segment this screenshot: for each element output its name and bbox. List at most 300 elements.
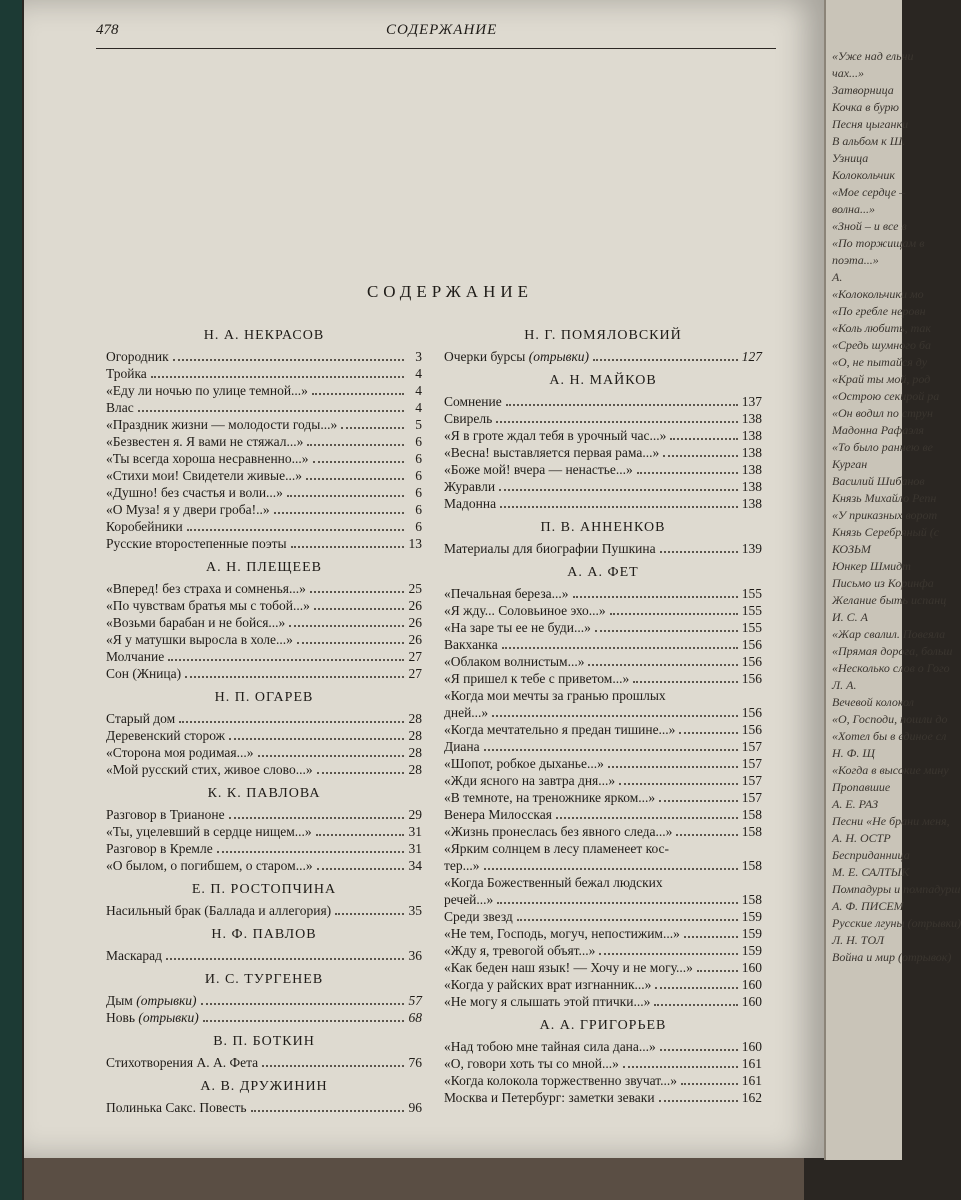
facing-page-line: «Жар свалил. Повеяла [832,627,946,641]
dot-leader [659,800,738,802]
page-ref: 155 [741,603,762,618]
facing-page-top [826,0,902,48]
entry-title: Дым [106,993,133,1008]
page-ref: 6 [415,519,422,534]
entry-title: «Душно! без счастья и воли...» [106,485,283,500]
dot-leader [335,913,404,915]
page-ref: 137 [741,394,762,409]
toc-entry[interactable] [106,416,422,433]
toc-entry[interactable] [106,501,422,518]
page-ref: 139 [741,541,762,556]
dot-leader [599,953,737,955]
dot-leader [313,461,404,463]
entry-title: «Облаком волнистым...» [444,654,585,669]
entry-title: «Жду я, тревогой объят...» [444,943,596,958]
dot-leader [556,817,738,819]
entry-title: «Печальная береза...» [444,586,569,601]
dot-leader [502,647,738,649]
toc-right-column [444,326,762,1106]
entry-title: Насильный брак (Баллада и аллегория) [106,903,332,918]
toc-entry[interactable] [106,535,422,552]
toc-entry[interactable] [444,348,762,365]
facing-page-line: «О, не пытайся ду [832,355,928,369]
page-bottom-shadow [24,1158,804,1200]
facing-page-line: Л. А. [832,678,857,692]
toc-entry[interactable] [106,382,422,399]
dot-leader [595,630,738,632]
facing-page-line: Князь Михайло Репн [832,491,937,505]
dot-leader [619,783,738,785]
page-ref: 157 [741,739,762,754]
page-ref: 158 [741,892,762,907]
entry-title: Стихотворения А. А. Фета [106,1055,259,1070]
entry-title: «О Муза! я у двери гроба!..» [106,502,270,517]
dot-leader [660,1049,738,1051]
entry-title: «Я пришел к тебе с приветом...» [444,671,630,686]
toc-entry[interactable] [106,484,422,501]
toc-entry[interactable] [444,495,762,512]
dot-leader [185,676,404,678]
page-ref: 6 [415,451,422,466]
entry-title: «Мой русский стих, живое слово...» [106,762,313,777]
facing-page-line: А. Н. ОСТР [832,831,891,845]
dot-leader [314,608,404,610]
dot-leader [500,506,738,508]
entry-title: Полинька Сакс. Повесть [106,1100,247,1115]
page-ref: 57 [408,993,422,1008]
facing-page-line: А. Е. РАЗ [832,797,879,811]
facing-page-line: Помпадуры и помпадурш [832,882,961,896]
dot-leader [593,359,738,361]
entry-title: «В темноте, на треножнике ярком...» [444,790,656,805]
toc-entry[interactable] [106,727,422,744]
page-ref: 158 [741,807,762,822]
toc-left-column [106,326,422,1116]
page-ref: 162 [741,1090,762,1105]
toc-entry[interactable] [444,461,762,478]
entry-title-continued: тер...» [444,858,480,873]
facing-page-line: Кочка в бурю [832,100,899,114]
author-heading: Н. Ф. ПАВЛОВ [211,927,317,942]
entry-title: Огородник [106,349,169,364]
entry-title: Деревенский сторож [106,728,225,743]
dot-leader [679,732,737,734]
page-number: 478 [96,22,119,38]
toc-entry[interactable] [106,840,422,857]
facing-page-line: Узница [832,151,869,165]
page-ref: 4 [415,400,422,415]
author-heading: И. С. ТУРГЕНЕВ [204,972,324,987]
dot-leader [187,529,404,531]
page-ref: 138 [741,411,762,426]
toc-entry[interactable] [444,942,762,959]
toc-entry[interactable] [444,721,762,738]
facing-page-line: А. Ф. ПИСЕМ [832,899,904,913]
author-heading: Е. П. РОСТОПЧИНА [191,882,337,897]
facing-page-line: Вечевой колокол [832,695,914,709]
toc-entry[interactable] [444,619,762,636]
facing-page-line: КОЗЬМ [832,542,871,556]
page-ref: 138 [741,496,762,511]
toc-entry[interactable] [444,823,762,840]
page-ref: 156 [741,722,762,737]
facing-page-line: «Он водил по струн [832,406,933,420]
toc-entry[interactable] [106,857,422,874]
entry-title: «По чувствам братья мы с тобой...» [106,598,310,613]
entry-title: Маскарад [106,948,162,963]
toc-entry[interactable] [444,636,762,653]
facing-page-line: Василий Шибанов [832,474,925,488]
dot-leader [179,721,404,723]
dot-leader [588,664,737,666]
page-ref: 36 [408,948,422,963]
toc-entry[interactable] [106,947,422,964]
dot-leader [670,438,737,440]
facing-page-line: Песня цыганки [832,117,909,131]
dot-leader [484,868,738,870]
page-ref: 158 [741,858,762,873]
entry-title: Тройка [106,366,147,381]
page-ref: 4 [415,366,422,381]
entry-title: «Я у матушки выросла в холе...» [106,632,293,647]
dot-leader [307,444,404,446]
entry-title-continued: дней...» [444,705,489,720]
page-ref: 6 [415,434,422,449]
entry-line-2 [444,704,762,721]
page-ref: 159 [741,909,762,924]
dot-leader [317,868,404,870]
page-ref: 27 [408,649,422,664]
toc-entry[interactable] [106,1099,422,1116]
toc-entry[interactable] [444,1055,762,1072]
entry-title: «Шопот, робкое дыханье...» [444,756,604,771]
entry-title: Мадонна [444,496,497,511]
toc-entry[interactable] [106,614,422,631]
toc-entry[interactable] [106,580,422,597]
facing-page-line: «Средь шумного ба [832,338,931,352]
dot-leader [229,738,404,740]
dot-leader [684,936,738,938]
dot-leader [291,546,404,548]
page-ref: 5 [415,417,422,432]
page-ref: 160 [741,960,762,975]
entry-title: Разговор в Кремле [106,841,213,856]
entry-title: Журавли [444,479,496,494]
dot-leader [573,596,738,598]
toc-entry[interactable] [444,670,762,687]
entry-line-2 [444,891,762,908]
dot-leader [341,427,404,429]
entry-title: «Не тем, Господь, могуч, непостижим...» [444,926,680,941]
page-ref: 157 [741,756,762,771]
page-ref: 25 [408,581,422,596]
toc-entry[interactable] [444,806,762,823]
entry-title: «Как беден наш язык! — Хочу и не могу...» [444,960,693,975]
page-ref: 6 [415,502,422,517]
dot-leader [287,495,404,497]
toc-entry[interactable] [444,602,762,619]
toc-entry[interactable] [106,450,422,467]
facing-page-line: «Коль любить, так [832,321,932,335]
page-ref: 6 [415,485,422,500]
entry-title: «О, говори хоть ты со мной...» [444,1056,619,1071]
page-ref: 157 [741,790,762,805]
dot-leader [217,851,404,853]
page-ref: 96 [408,1100,422,1115]
entry-title: «Над тобою мне тайная сила дана...» [444,1039,656,1054]
author-heading: А. А. ФЕТ [567,565,639,580]
page-ref: 31 [408,824,422,839]
facing-page-line: «У приказных ворот [832,508,938,522]
facing-page-line: поэта...» [832,253,879,267]
dot-leader [316,834,404,836]
page-ref: 29 [408,807,422,822]
page-ref: 155 [741,586,762,601]
entry-note: (отрывки) [525,349,590,364]
page-ref: 3 [415,349,422,364]
page-ref: 156 [741,671,762,686]
page-ref: 28 [408,711,422,726]
toc-entry[interactable] [106,1009,422,1026]
toc-entry[interactable] [444,772,762,789]
dot-leader [229,817,404,819]
toc-entry[interactable] [106,467,422,484]
facing-page-line: Курган [832,457,868,471]
toc-entry[interactable] [444,540,762,557]
entry-title: Диана [444,739,480,754]
entry-title: «На заре ты ее не буди...» [444,620,591,635]
page-title: СОДЕРЖАНИЕ [366,282,534,301]
page-ref: 160 [741,977,762,992]
toc-entry[interactable] [444,410,762,427]
dot-leader [173,359,404,361]
page-ref: 26 [408,615,422,630]
facing-page-line: «По гребле неровн [832,304,926,318]
author-heading: К. К. ПАВЛОВА [207,786,321,801]
dot-leader [517,919,738,921]
entry-title: Влас [106,400,134,415]
page-ref: 155 [741,620,762,635]
toc-entry[interactable] [444,789,762,806]
page-ref: 138 [741,479,762,494]
entry-title: «Боже мой! вчера — ненастье...» [444,462,633,477]
dot-leader [506,404,738,406]
toc-entry[interactable] [444,393,762,410]
toc-entry[interactable] [444,976,762,993]
page-ref: 138 [741,428,762,443]
facing-page-line: волна...» [832,202,875,216]
book-cover-edge [0,0,22,1200]
page-ref: 31 [408,841,422,856]
dot-leader [203,1020,404,1022]
toc-entry[interactable] [106,399,422,416]
entry-title: «Ты всегда хороша несравненно...» [106,451,309,466]
toc-entry[interactable] [444,444,762,461]
dot-leader [262,1065,404,1067]
facing-page-line: А. [832,270,843,284]
facing-page-line: Князь Серебряный (с [832,525,940,539]
toc-entry[interactable] [106,710,422,727]
facing-page-line: «По торжищам в [832,236,925,250]
dot-leader [496,421,738,423]
toc-entry[interactable] [444,585,762,602]
dot-leader [637,472,738,474]
page-ref: 160 [741,1039,762,1054]
entry-title: «Вперед! без страха и сомненья...» [106,581,306,596]
page-ref: 159 [741,926,762,941]
facing-page-line: Бесприданница [832,848,910,862]
dot-leader [484,749,738,751]
page-ref: 4 [415,383,422,398]
entry-title: «Когда мои мечты за гранью прошлых [444,688,666,703]
facing-page-line: «Мое сердце – [832,185,906,199]
entry-title: «Не могу я слышать этой птички...» [444,994,651,1009]
dot-leader [660,551,738,553]
toc-entry[interactable] [444,427,762,444]
dot-leader [274,512,404,514]
entry-title: «Когда у райских врат изгнанник...» [444,977,652,992]
author-heading: А. Н. ПЛЕЩЕЕВ [206,560,322,575]
toc-entry[interactable] [106,665,422,682]
page-ref: 160 [741,994,762,1009]
entry-title: «Я жду... Соловьиное эхо...» [444,603,606,618]
toc-entry[interactable] [444,687,762,721]
page-ref: 156 [741,637,762,652]
page-ref: 76 [408,1055,422,1070]
facing-page-line: Письмо из Коринфа [832,576,934,590]
entry-title: «Когда Божественный бежал людских [444,875,663,890]
entry-title: «Когда мечтательно я предан тишине...» [444,722,676,737]
entry-title: Материалы для биографии Пушкина [444,541,656,556]
dot-leader [697,970,738,972]
entry-title: «Еду ли ночью по улице темной...» [106,383,308,398]
facing-page-line: Колокольчик [832,168,896,182]
page-ref: 26 [408,632,422,647]
toc-entry[interactable] [106,992,422,1009]
entry-title: «Безвестен я. Я вами не стяжал...» [106,434,304,449]
facing-page-line: Мадонна Рафаэля [832,423,924,437]
dot-leader [289,625,404,627]
facing-page-line: М. Е. САЛТЫК [832,865,910,879]
toc-entry[interactable] [106,433,422,450]
entry-title-continued: речей...» [444,892,494,907]
toc-entry[interactable] [444,1089,762,1106]
dot-leader [168,659,404,661]
toc-entry[interactable] [106,902,422,919]
entry-title: Среди звезд [444,909,513,924]
page-ref: 6 [415,468,422,483]
page-ref: 159 [741,943,762,958]
facing-page-line: «Хотел бы в единое сл [832,729,947,743]
dot-leader [497,902,737,904]
toc-entry[interactable] [444,874,762,908]
author-heading: А. В. ДРУЖИНИН [200,1079,328,1094]
facing-page-line: «То было раннею ве [832,440,934,454]
toc-entry[interactable] [444,959,762,976]
entry-title: Русские второстепенные поэты [106,536,287,551]
facing-page-line: Юнкер Шмидт [832,559,911,573]
entry-title: Молчание [106,649,165,664]
page-ref: 156 [741,705,762,720]
toc-entry[interactable] [106,744,422,761]
facing-page-line: И. С. А [832,610,868,624]
facing-page-line: «Уже над ельни [832,49,914,63]
toc-entry[interactable] [106,648,422,665]
page-ref: 34 [408,858,422,873]
facing-page-line: «Острою секирой ра [832,389,940,403]
page-ref: 138 [741,462,762,477]
dot-leader [306,478,404,480]
toc-entry[interactable] [106,761,422,778]
running-title: СОДЕРЖАНИЕ [386,22,498,38]
author-heading: Н. Г. ПОМЯЛОВСКИЙ [524,328,682,343]
toc-entry[interactable] [444,478,762,495]
entry-title: Свирель [444,411,493,426]
page-ref: 161 [741,1073,762,1088]
author-heading: Н. А. НЕКРАСОВ [203,328,325,343]
entry-title: Коробейники [106,519,183,534]
entry-title: «Жди ясного на завтра дня...» [444,773,616,788]
entry-title: «Я в гроте ждал тебя в урочный час...» [444,428,667,443]
toc-entry[interactable] [444,1072,762,1089]
page-ref: 13 [408,536,422,551]
facing-page-line: «Прямая дорога, больш [832,644,953,658]
toc-entry[interactable] [106,1054,422,1071]
entry-title: «Праздник жизни — молодости годы...» [106,417,338,432]
entry-title: «Ярким солнцем в лесу пламенеет кос- [444,841,670,856]
entry-title: Венера Милосская [444,807,552,822]
toc-entry[interactable] [444,653,762,670]
dot-leader [623,1066,738,1068]
entry-title: Старый дом [106,711,176,726]
author-heading: Н. П. ОГАРЕВ [214,690,314,705]
entry-title: «Стихи мои! Свидетели живые...» [106,468,302,483]
toc-entry[interactable] [106,806,422,823]
toc-entry[interactable] [106,823,422,840]
toc-entry[interactable] [444,908,762,925]
entry-note: (отрывки) [132,993,197,1008]
facing-page-line: Л. Н. ТОЛ [832,933,884,947]
dot-leader [166,958,404,960]
toc-entry[interactable] [444,993,762,1010]
entry-title: «Сторона моя родимая...» [106,745,254,760]
dot-leader [151,376,404,378]
facing-page-line: Пропавшие [832,780,891,794]
page-ref: 28 [408,745,422,760]
page-ref: 28 [408,762,422,777]
author-heading: А. Н. МАЙКОВ [549,373,657,388]
toc-entry[interactable] [444,738,762,755]
toc-entry[interactable] [444,1038,762,1055]
dot-leader [297,642,404,644]
toc-entry[interactable] [106,518,422,535]
entry-title: «Ты, уцелевший в сердце нищем...» [106,824,312,839]
toc-entry[interactable] [106,597,422,614]
toc-entry[interactable] [106,365,422,382]
dot-leader [633,681,738,683]
toc-entry[interactable] [444,925,762,942]
dot-leader [608,766,738,768]
dot-leader [499,489,738,491]
toc-entry[interactable] [106,348,422,365]
toc-entry[interactable] [444,840,762,874]
facing-page-line: чах...» [832,66,865,80]
toc-entry[interactable] [444,755,762,772]
entry-title: «Когда колокола торжественно звучат...» [444,1073,678,1088]
author-heading: А. А. ГРИГОРЬЕВ [539,1018,667,1033]
facing-page-line: «Колокольчики мо [832,287,924,301]
toc-entry[interactable] [106,631,422,648]
